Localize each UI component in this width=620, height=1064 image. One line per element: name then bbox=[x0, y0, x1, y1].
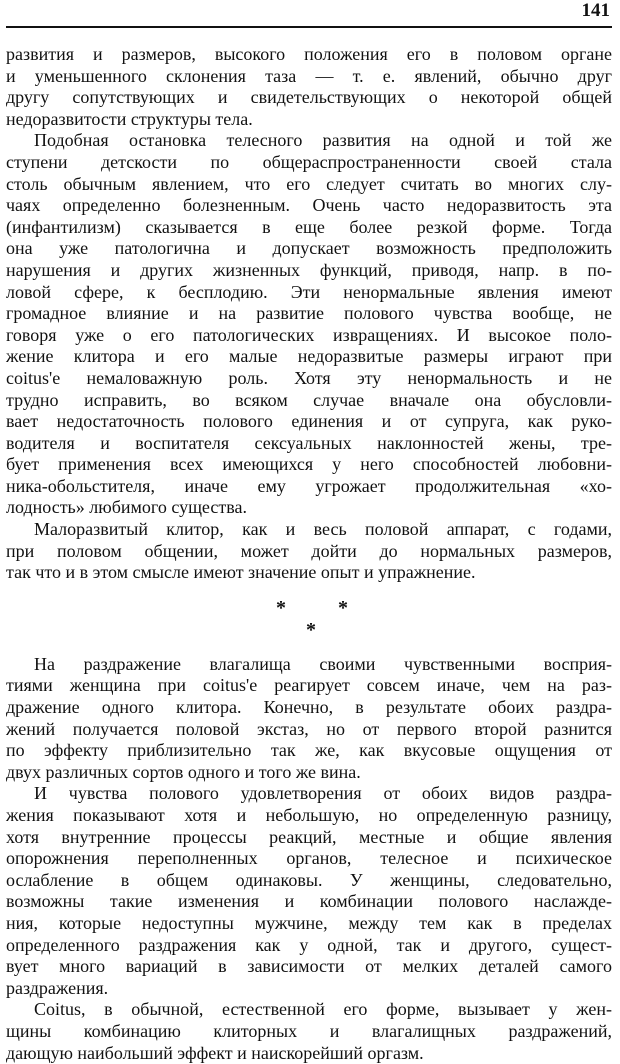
text-line: чаях определенно болезненным. Очень часто недоразвитость эта bbox=[6, 195, 612, 216]
text-line: она уже патологична и допускает возможность предположить bbox=[6, 238, 612, 259]
paragraph-5 bbox=[6, 999, 612, 1064]
text-line: возможны такие изменения и комбинации полового наслажде- bbox=[6, 891, 612, 912]
text-line: говоря уже о его патологических извращениях. И высокое поло- bbox=[6, 324, 612, 345]
text-line: и уменьшенного склонения таза — т. е. явлений, обычно друг bbox=[6, 65, 612, 86]
header-rule bbox=[6, 26, 612, 28]
text-line: Подобная остановка телесного развития на одной и той же bbox=[34, 130, 612, 151]
text-line: coitus'е немаловажную роль. Хотя эту ненормальность и не bbox=[6, 367, 612, 388]
asterisk: * bbox=[276, 596, 286, 619]
text-line: Малоразвитый клитор, как и весь половой аппарат, с годами, bbox=[34, 519, 612, 540]
text-line: Coitus, в обычной, естественной его форме, вызывает у жен- bbox=[34, 999, 612, 1020]
body-text bbox=[6, 44, 612, 1064]
text-line: раздражения. bbox=[6, 977, 109, 998]
text-line: недоразвитости структуры тела. bbox=[6, 108, 253, 129]
text-line: ловой сфере, к бесплодию. Эти ненормальные явления имеют bbox=[6, 281, 612, 302]
text-line: нарушения и других жизненных функций, приводя, напр. в по- bbox=[6, 259, 612, 280]
text-line: столь обычным явлением, что его следует считать во многих слу- bbox=[6, 173, 612, 194]
text-line: (инфантилизм) сказывается в еще более резкой форме. Тогда bbox=[6, 216, 612, 237]
section-separator bbox=[6, 590, 612, 654]
paragraph-4 bbox=[6, 783, 612, 999]
text-line: определенного раздражения как у одной, так и другого, сущест- bbox=[6, 934, 612, 955]
text-line: жение клитора и его малые недоразвитые размеры играют при bbox=[6, 346, 612, 367]
text-line: дающую наибольший эффект и наискорейший оргазм. bbox=[6, 1042, 424, 1063]
text-line: ника-обольстителя, иначе ему угрожает продолжительная «хо- bbox=[6, 475, 612, 496]
text-line: На раздражение влагалища своими чувственными восприя- bbox=[34, 653, 612, 674]
paragraph-3 bbox=[6, 654, 612, 784]
text-line: бует применения всех имеющихся у него способностей любовни- bbox=[6, 454, 612, 475]
text-line: лодность» любимого существа. bbox=[6, 497, 247, 518]
text-line: вает недостаточность полового единения и от супруга, как руко- bbox=[6, 411, 612, 432]
page-number: 141 bbox=[581, 0, 610, 21]
text-line: трудно исправить, во всяком случае вначале она обусловли- bbox=[6, 389, 612, 410]
text-line: жения показывают хотя и небольшую, но определенную разницу, bbox=[6, 805, 612, 825]
text-line: жений получается половой экстаз, но от первого второй разнится bbox=[6, 718, 612, 739]
paragraph-2 bbox=[6, 519, 612, 584]
text-line: при половом общении, может дойти до нормальных размеров, bbox=[6, 540, 612, 561]
text-line: так что и в этом смысле имеют значение опыт и упражнение. bbox=[6, 562, 476, 583]
text-line: ния, которые недоступны мужчине, между тем как в пределах bbox=[6, 912, 612, 933]
asterisk: * bbox=[306, 618, 316, 641]
text-line: дражение одного клитора. Конечно, в результате обоих раздра- bbox=[6, 697, 612, 718]
text-line: вует много вариаций в зависимости от мелких деталей самого bbox=[6, 956, 612, 977]
text-line: щины комбинацию клиторных и влагалищных раздражений, bbox=[6, 1020, 612, 1041]
text-line: громадное влияние и на развитие полового чувства вообще, не bbox=[6, 303, 612, 324]
text-line: ослабление в общем одинаковы. У женщины, следовательно, bbox=[6, 869, 612, 890]
text-line: хотя внутренние процессы реакций, местные и общие явления bbox=[6, 826, 612, 847]
text-line: опорожнения переполненных органов, телесное и психическое bbox=[6, 848, 612, 869]
asterisk: * bbox=[338, 596, 348, 619]
text-line: двух различных сортов одного и того же вина. bbox=[6, 761, 361, 782]
text-line: водителя и воспитателя сексуальных наклонностей жены, тре- bbox=[6, 432, 612, 453]
text-line: по эффекту приблизительно так же, как вкусовые ощущения от bbox=[6, 740, 612, 761]
paragraph-continued bbox=[6, 44, 612, 130]
text-line: развития и размеров, высокого положения его в половом органе bbox=[6, 44, 612, 64]
text-line: ступени детскости по общераспространенности своей стала bbox=[6, 151, 612, 172]
paragraph-1 bbox=[6, 130, 612, 519]
text-line: И чувства полового удовлетворения от обоих видов раздра- bbox=[34, 783, 612, 804]
text-line: тиями женщина при coitus'е реагирует совсем иначе, чем на раз- bbox=[6, 675, 612, 696]
text-line: другу сопутствующих и свидетельствующих о некоторой общей bbox=[6, 87, 612, 108]
